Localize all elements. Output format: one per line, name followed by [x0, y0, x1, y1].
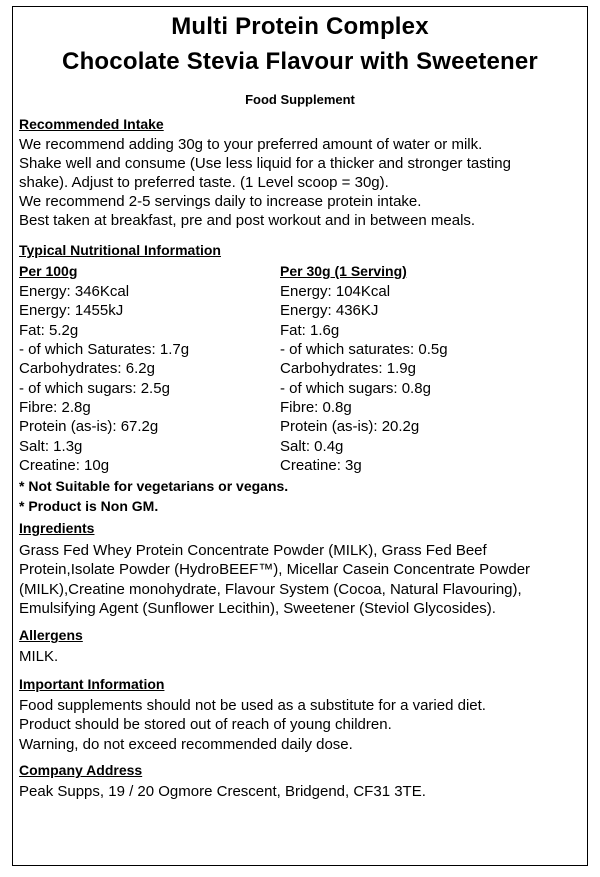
nutrition-value-100g: Fat: 5.2g [19, 322, 79, 339]
nutrition-heading: Typical Nutritional Information [19, 242, 221, 258]
allergens-heading: Allergens [19, 627, 83, 643]
nutrition-value-serving: Fibre: 0.8g [280, 399, 352, 416]
nutrition-value-serving: - of which saturates: 0.5g [280, 341, 448, 358]
ingredients-line: (MILK),Creatine monohydrate, Flavour System (Cocoa, Natural Flavouring), [19, 581, 522, 598]
allergens-text: MILK. [19, 648, 59, 665]
ingredients-line: Protein,Isolate Powder (HydroBEEF™), Micellar Casein Concentrate Powder [19, 561, 531, 578]
gm-note: * Product is Non GM. [19, 498, 159, 514]
product-flavour-title: Chocolate Stevia Flavour with Sweetener [62, 48, 538, 75]
nutrition-value-serving: Fat: 1.6g [280, 322, 340, 339]
important-line: Warning, do not exceed recommended daily dose. [19, 736, 353, 753]
ingredients-line: Grass Fed Whey Protein Concentrate Powder (MILK), Grass Fed Beef [19, 542, 487, 559]
recommended-line: We recommend adding 30g to your preferred amount of water or milk. [19, 136, 483, 153]
nutrition-value-serving: Energy: 436KJ [280, 302, 379, 319]
company-address-heading: Company Address [19, 762, 143, 778]
nutrition-value-100g: Energy: 346Kcal [19, 283, 130, 300]
nutrition-value-100g: Protein (as-is): 67.2g [19, 418, 159, 435]
nutrition-value-serving: Protein (as-is): 20.2g [280, 418, 420, 435]
important-info-heading: Important Information [19, 676, 165, 692]
vegetarian-note: * Not Suitable for vegetarians or vegans. [19, 478, 289, 494]
nutrition-value-100g: Fibre: 2.8g [19, 399, 91, 416]
important-line: Food supplements should not be used as a substitute for a varied diet. [19, 697, 486, 714]
important-line: Product should be stored out of reach of young children. [19, 716, 392, 733]
nutrition-value-serving: Creatine: 3g [280, 457, 362, 474]
nutrition-value-serving: Carbohydrates: 1.9g [280, 360, 416, 377]
nutrition-value-100g: - of which sugars: 2.5g [19, 380, 170, 397]
ingredients-line: Emulsifying Agent (Sunflower Lecithin), Sweetener (Steviol Glycosides). [19, 600, 496, 617]
nutrition-value-serving: - of which sugars: 0.8g [280, 380, 431, 397]
nutrition-value-100g: Salt: 1.3g [19, 438, 83, 455]
nutrition-value-serving: Salt: 0.4g [280, 438, 344, 455]
recommended-intake-heading: Recommended Intake [19, 116, 164, 132]
product-subtitle: Food Supplement [245, 92, 355, 107]
recommended-line: Shake well and consume (Use less liquid for a thicker and stronger tasting [19, 155, 511, 172]
nutrition-value-serving: Energy: 104Kcal [280, 283, 391, 300]
company-address-text: Peak Supps, 19 / 20 Ogmore Crescent, Bridgend, CF31 3TE. [19, 783, 426, 800]
recommended-line: shake). Adjust to preferred taste. (1 Level scoop = 30g). [19, 174, 389, 191]
per-serving-header: Per 30g (1 Serving) [280, 263, 407, 279]
recommended-line: We recommend 2-5 servings daily to increase protein intake. [19, 193, 422, 210]
recommended-line: Best taken at breakfast, pre and post workout and in between meals. [19, 212, 476, 229]
nutrition-value-100g: Carbohydrates: 6.2g [19, 360, 155, 377]
per-100g-header: Per 100g [19, 263, 78, 279]
ingredients-heading: Ingredients [19, 520, 95, 536]
nutrition-value-100g: Creatine: 10g [19, 457, 110, 474]
nutrition-value-100g: Energy: 1455kJ [19, 302, 124, 319]
product-title: Multi Protein Complex [171, 13, 429, 40]
supplement-label [12, 6, 588, 866]
nutrition-value-100g: - of which Saturates: 1.7g [19, 341, 190, 358]
